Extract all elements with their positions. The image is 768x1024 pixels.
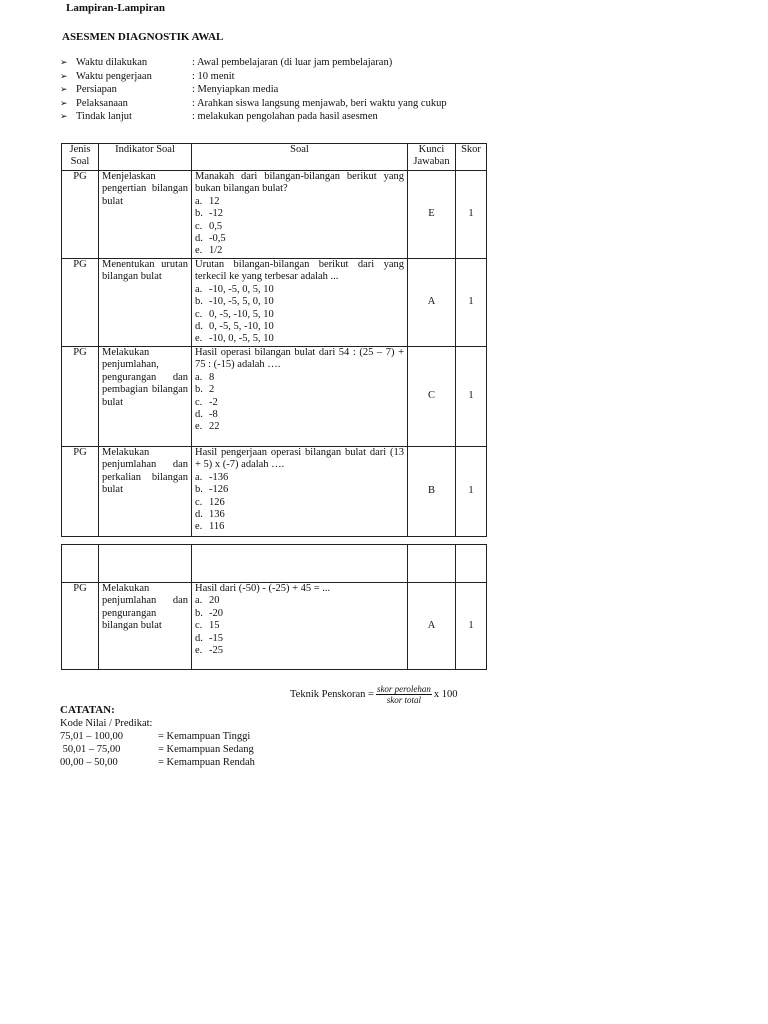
- kunci-cell: B: [408, 447, 456, 537]
- header-kunci: Kunci Jawaban: [408, 144, 456, 171]
- formula-suffix: x 100: [433, 689, 458, 700]
- option-letter: b.: [195, 607, 203, 619]
- notes-subheading: Kode Nilai / Predikat:: [60, 718, 153, 729]
- info-label: Waktu pengerjaan: [76, 70, 152, 82]
- option-text: -126: [209, 484, 229, 496]
- option-letter: b.: [195, 484, 203, 496]
- option-letter: c.: [195, 620, 203, 632]
- grade-row: [60, 730, 255, 743]
- grade-desc: = Kemampuan Sedang: [158, 744, 254, 755]
- option-letter: b.: [195, 384, 203, 396]
- soal-cell: [192, 583, 408, 670]
- info-value: : Awal pembelajaran (di luar jam pembelajaran): [192, 57, 393, 68]
- option-text: 0, -5, -10, 5, 10: [209, 308, 274, 320]
- option-letter: d.: [195, 321, 203, 333]
- info-row: [60, 110, 500, 124]
- indikator-cell: Menjelaskan pengertian bilangan bulat: [99, 171, 192, 259]
- option-text: -25: [209, 645, 223, 657]
- question-text: Manakah dari bilangan-bilangan berikut yang bukan bilangan bulat?: [195, 171, 404, 195]
- option-text: -10, 0, -5, 5, 10: [209, 333, 274, 345]
- option-letter: b.: [195, 208, 203, 220]
- answer-option: [195, 372, 404, 384]
- jenis-cell: PG: [62, 447, 99, 537]
- indikator-cell: Melakukan penjumlahan dan pengurangan bilangan bulat: [99, 583, 192, 670]
- option-text: 126: [209, 496, 225, 508]
- option-text: 8: [209, 371, 215, 383]
- option-letter: a.: [195, 371, 203, 383]
- info-row: [60, 83, 500, 97]
- answer-option: [195, 208, 404, 220]
- option-letter: c.: [195, 220, 203, 232]
- option-text: -10, -5, 5, 0, 10: [209, 296, 274, 308]
- option-letter: a.: [195, 471, 203, 483]
- formula-numerator: skor perolehan: [376, 684, 431, 694]
- option-letter: e.: [195, 245, 203, 257]
- indikator-cell: Melakukan penjumlahan dan perkalian bilangan bulat: [99, 447, 192, 537]
- answer-option: [195, 309, 404, 321]
- answer-option: [195, 284, 404, 296]
- option-text: 116: [209, 521, 225, 533]
- answer-option: [195, 233, 404, 245]
- option-text: -12: [209, 208, 223, 220]
- kunci-cell: A: [408, 583, 456, 670]
- jenis-cell: PG: [62, 171, 99, 259]
- option-text: 136: [209, 509, 225, 521]
- option-letter: c.: [195, 396, 203, 408]
- skor-cell: 1: [456, 171, 487, 259]
- question-text: Hasil pengerjaan operasi bilangan bulat dari (13 + 5) x (-7) adalah ….: [195, 447, 404, 471]
- indikator-cell: Menentukan urutan bilangan bulat: [99, 259, 192, 347]
- option-letter: b.: [195, 296, 203, 308]
- option-text: -136: [209, 471, 229, 483]
- answer-option: [195, 472, 404, 484]
- answer-option: [195, 633, 404, 645]
- header-skor: Skor: [456, 144, 487, 171]
- option-text: -0,5: [209, 233, 226, 245]
- option-text: 20: [209, 595, 220, 607]
- soal-cell: [192, 347, 408, 447]
- table-row: [62, 171, 487, 259]
- option-letter: c.: [195, 308, 203, 320]
- info-label: Tindak lanjut: [76, 111, 132, 122]
- kunci-cell: A: [408, 259, 456, 347]
- answer-option: [195, 409, 404, 421]
- info-label: Waktu dilakukan: [76, 57, 148, 68]
- option-letter: e.: [195, 521, 203, 533]
- table-header-row: [62, 144, 487, 171]
- page-header: Lampiran-Lampiran: [66, 2, 166, 14]
- option-letter: d.: [195, 409, 203, 421]
- formula-denominator: skor total: [386, 695, 422, 705]
- option-letter: d.: [195, 632, 203, 644]
- jenis-cell: PG: [62, 583, 99, 670]
- skor-cell: 1: [456, 259, 487, 347]
- option-text: 1/2: [209, 245, 223, 257]
- answer-option: [195, 397, 404, 409]
- info-row: [60, 56, 500, 70]
- answer-option: [195, 595, 404, 607]
- option-letter: a.: [195, 283, 203, 295]
- info-value: : 10 menit: [192, 70, 235, 82]
- info-label: Pelaksanaan: [76, 97, 128, 109]
- answer-option: [195, 484, 404, 496]
- formula-fraction: [376, 684, 432, 705]
- answer-option: [195, 245, 404, 257]
- option-letter: a.: [195, 195, 203, 207]
- grade-row: [60, 743, 255, 756]
- info-list: [60, 56, 500, 124]
- info-value: : Menyiapkan media: [192, 84, 279, 95]
- answer-option: [195, 296, 404, 308]
- soal-cell: [192, 447, 408, 537]
- option-text: -8: [209, 409, 218, 421]
- empty-row: [62, 545, 487, 583]
- answer-option: [195, 509, 404, 521]
- kunci-cell: E: [408, 171, 456, 259]
- answer-option: [195, 645, 404, 657]
- question-text: Hasil dari (-50) - (-25) + 45 = ...: [195, 583, 331, 594]
- option-text: 15: [209, 620, 220, 632]
- table-row: [62, 347, 487, 447]
- info-row: [60, 70, 500, 84]
- option-letter: d.: [195, 509, 203, 521]
- jenis-cell: PG: [62, 259, 99, 347]
- answer-option: [195, 333, 404, 345]
- notes-heading: CATATAN:: [60, 704, 115, 716]
- grade-range: 00,00 – 50,00: [60, 757, 118, 768]
- info-label: Persiapan: [76, 84, 117, 95]
- answer-option: [195, 497, 404, 509]
- answer-option: [195, 221, 404, 233]
- indikator-cell: Melakukan penjumlahan, pengurangan dan pembagian bilangan bulat: [99, 347, 192, 447]
- question-text: Urutan bilangan-bilangan berikut dari yang terkecil ke yang terbesar adalah ...: [195, 259, 404, 283]
- skor-cell: 1: [456, 347, 487, 447]
- jenis-cell: PG: [62, 347, 99, 447]
- document-title: ASESMEN DIAGNOSTIK AWAL: [62, 31, 224, 43]
- answer-option: [195, 620, 404, 632]
- info-value: : Arahkan siswa langsung menjawab, beri waktu yang cukup: [192, 97, 447, 109]
- soal-cell: [192, 259, 408, 347]
- answer-option: [195, 321, 404, 333]
- option-letter: e.: [195, 333, 203, 345]
- formula-label: Teknik Penskoran =: [290, 689, 374, 700]
- header-indikator: Indikator Soal: [99, 144, 192, 171]
- header-soal: Soal: [192, 144, 408, 171]
- answer-option: [195, 196, 404, 208]
- option-text: -20: [209, 607, 223, 619]
- table-row: [62, 447, 487, 537]
- info-value: : melakukan pengolahan pada hasil asesmen: [192, 111, 378, 122]
- option-letter: e.: [195, 421, 203, 433]
- option-text: 22: [209, 421, 220, 433]
- option-letter: e.: [195, 645, 203, 657]
- option-text: -10, -5, 0, 5, 10: [209, 283, 274, 295]
- arrow-bullet-icon: ➢: [60, 84, 68, 94]
- grade-range: 50,01 – 75,00: [60, 744, 121, 755]
- option-text: -2: [209, 396, 218, 408]
- scoring-formula: [290, 684, 457, 705]
- option-letter: a.: [195, 595, 203, 607]
- assessment-table-continued: [61, 544, 487, 670]
- arrow-bullet-icon: ➢: [60, 111, 68, 121]
- answer-option: [195, 421, 404, 433]
- option-text: -15: [209, 632, 223, 644]
- arrow-bullet-icon: ➢: [60, 57, 68, 67]
- arrow-bullet-icon: ➢: [60, 70, 68, 81]
- skor-cell: 1: [456, 583, 487, 670]
- question-text: Hasil operasi bilangan bulat dari 54 : (25 – 7) + 75 : (-15) adalah ….: [195, 347, 404, 371]
- grade-desc: = Kemampuan Rendah: [158, 757, 255, 768]
- table-row: [62, 583, 487, 670]
- header-jenis: Jenis Soal: [62, 144, 99, 171]
- option-text: 12: [209, 195, 220, 207]
- answer-option: [195, 521, 404, 533]
- soal-cell: [192, 171, 408, 259]
- answer-option: [195, 608, 404, 620]
- option-letter: d.: [195, 233, 203, 245]
- table-row: [62, 259, 487, 347]
- answer-option: [195, 384, 404, 396]
- arrow-bullet-icon: ➢: [60, 97, 68, 108]
- option-letter: c.: [195, 496, 203, 508]
- skor-cell: 1: [456, 447, 487, 537]
- option-text: 0,5: [209, 220, 223, 232]
- notes-section: [60, 704, 255, 769]
- assessment-table: [61, 143, 487, 537]
- grade-range: 75,01 – 100,00: [60, 731, 123, 742]
- kunci-cell: C: [408, 347, 456, 447]
- grade-desc: = Kemampuan Tinggi: [158, 731, 251, 742]
- info-row: [60, 97, 500, 111]
- option-text: 2: [209, 384, 215, 396]
- option-text: 0, -5, 5, -10, 10: [209, 321, 274, 333]
- grade-row: [60, 756, 255, 769]
